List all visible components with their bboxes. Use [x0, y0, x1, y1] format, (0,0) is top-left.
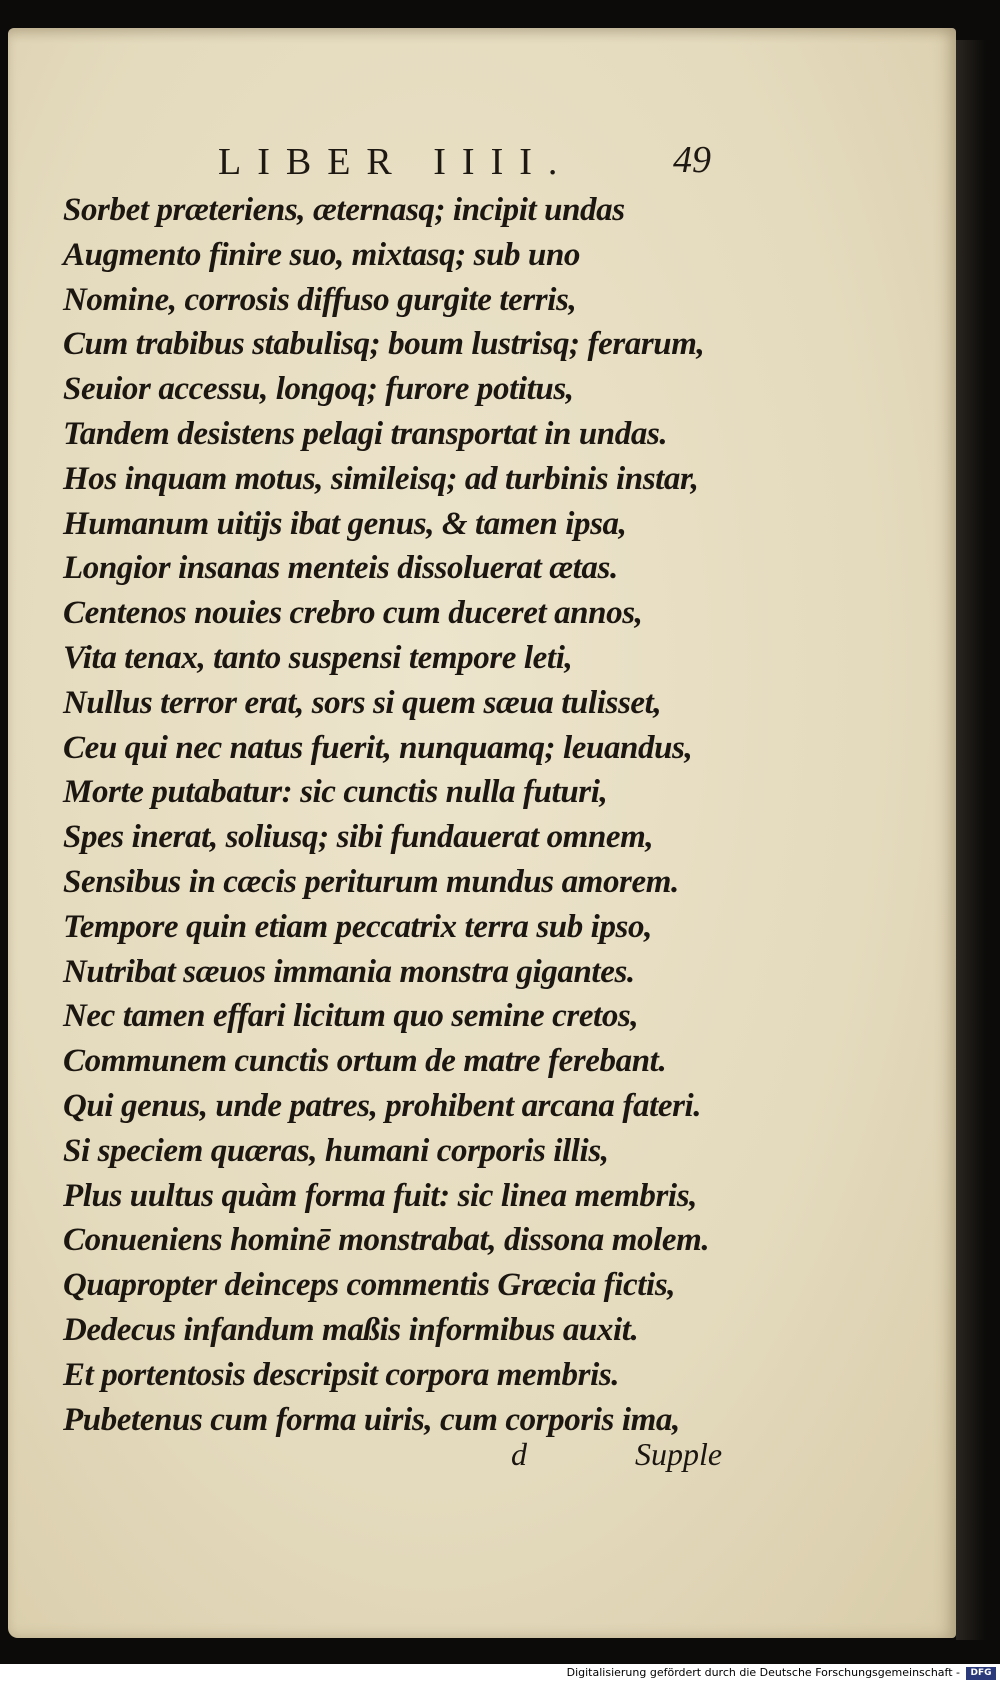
verse-line: Centenos nouies crebro cum duceret annos, [63, 595, 643, 632]
verse-line: Longior insanas menteis dissoluerat ætas. [63, 550, 618, 587]
verse-line: Augmento finire suo, mixtasq; sub uno [63, 236, 581, 273]
verse-line: Si speciem quæras, humani corporis illis, [63, 1132, 609, 1169]
digitization-credit: Digitalisierung gefördert durch die Deutsche Forschungsgemeinschaft - [566, 1666, 960, 1679]
verse-line: Tempore quin etiam peccatrix terra sub ipso, [63, 908, 652, 945]
verse-line: Cum trabibus stabulisq; boum lustrisq; ferarum, [63, 326, 705, 363]
catchword: Supple [635, 1436, 723, 1472]
verse-line: Tandem desistens pelagi transportat in undas. [63, 415, 668, 452]
verse-line: Seuior accessu, longoq; furore potitus, [63, 371, 574, 408]
verse-line: Et portentosis descripsit corpora membris. [63, 1356, 620, 1393]
verse-line: Plus uultus quàm forma fuit: sic linea membris, [63, 1177, 697, 1214]
page-number: 49 [673, 139, 711, 181]
verse-line: Humanum uitijs ibat genus, & tamen ipsa, [63, 505, 627, 542]
verse-line: Pubetenus cum forma uiris, cum corporis ima, [63, 1401, 680, 1438]
verse-line: Nullus terror erat, sors si quem sæua tulisset, [63, 684, 662, 721]
verse-line: Morte putabatur: sic cunctis nulla futuri, [63, 774, 608, 811]
verse-line: Communem cunctis ortum de matre ferebant. [63, 1043, 667, 1080]
verse-line: Conueniens hominē monstrabat, dissona molem. [63, 1222, 710, 1259]
dfg-logo-icon: DFG [966, 1667, 996, 1680]
page-footer [8, 1436, 956, 1480]
verse-line: Nec tamen effari licitum quo semine cretos, [63, 998, 639, 1035]
signature-mark: d [511, 1436, 527, 1472]
verse-line: Ceu qui nec natus fuerit, nunquamq; leuandus, [63, 729, 693, 766]
verse-line: Spes inerat, soliusq; sibi fundauerat omnem, [63, 819, 654, 856]
verse-line: Hos inquam motus, simileisq; ad turbinis instar, [63, 460, 699, 497]
verse-line: Nomine, corrosis diffuso gurgite terris, [63, 281, 577, 318]
verse-line: Vita tenax, tanto suspensi tempore leti, [63, 639, 573, 676]
book-page [8, 28, 956, 1638]
verse-line: Sorbet præteriens, æternasq; incipit undas [63, 192, 625, 228]
verse-block [63, 188, 903, 1442]
page-header [8, 138, 956, 188]
verse-line: Sensibus in cæcis periturum mundus amorem. [63, 863, 679, 900]
page-edge-shadow [956, 40, 986, 1640]
verse-line: Qui genus, unde patres, prohibent arcana fateri. [63, 1087, 702, 1124]
verse-line: Nutribat sæuos immania monstra gigantes. [63, 953, 635, 990]
credit-bar [0, 1664, 1000, 1684]
verse-line: Dedecus infandum maßis informibus auxit. [63, 1311, 639, 1348]
running-title: LIBER IIII. [218, 141, 574, 183]
verse-line: Quapropter deinceps commentis Græcia fictis, [63, 1267, 676, 1304]
